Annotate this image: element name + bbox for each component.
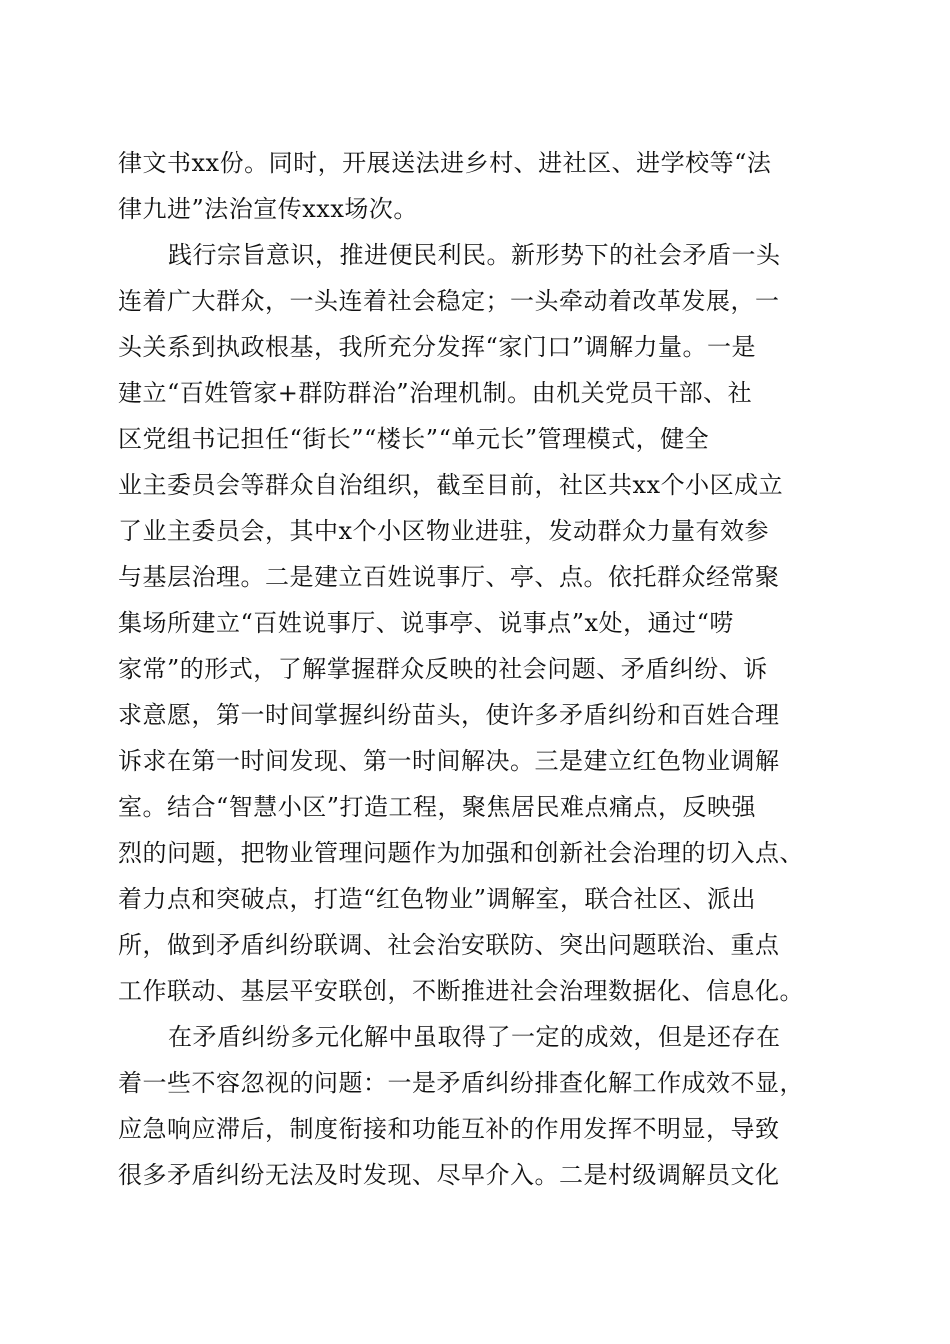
text-line: 连着广大群众，一头连着社会稳定；一头牵动着改革发展，一	[118, 287, 780, 315]
text-line: 头关系到执政根基，我所充分发挥“家门口”调解力量。一是	[118, 333, 757, 361]
text-line: 所，做到矛盾纠纷联调、社会治安联防、突出问题联治、重点	[118, 931, 780, 959]
text-line: 工作联动、基层平安联创，不断推进社会治理数据化、信息化。	[118, 977, 804, 1005]
text-line: 建立“百姓管家+群防群治”治理机制。由机关党员干部、社	[118, 379, 753, 407]
text-line: 求意愿，第一时间掌握纠纷苗头，使许多矛盾纠纷和百姓合理	[118, 701, 780, 729]
text-line: 律九进”法治宣传xxx场次。	[118, 195, 418, 223]
text-line: 业主委员会等群众自治组织，截至目前，社区共xx个小区成立	[118, 471, 784, 499]
text-line: 着一些不容忽视的问题：一是矛盾纠纷排查化解工作成效不显，	[118, 1069, 804, 1097]
paragraph-start-line: 践行宗旨意识，推进便民利民。新形势下的社会矛盾一头	[168, 241, 781, 269]
text-line: 很多矛盾纠纷无法及时发现、尽早介入。二是村级调解员文化	[118, 1161, 780, 1189]
text-line: 集场所建立“百姓说事厅、说事亭、说事点”x处，通过“唠	[118, 609, 734, 637]
text-line: 应急响应滞后，制度衔接和功能互补的作用发挥不明显，导致	[118, 1115, 780, 1143]
text-line: 家常”的形式，了解掌握群众反映的社会问题、矛盾纠纷、诉	[118, 655, 768, 683]
text-line: 室。结合“智慧小区”打造工程，聚焦居民难点痛点，反映强	[118, 793, 757, 821]
body-text	[118, 140, 838, 1198]
text-line: 区党组书记担任“街长”“楼长”“单元长”管理模式，健全	[118, 425, 710, 453]
paragraph-start-line: 在矛盾纠纷多元化解中虽取得了一定的成效，但是还存在	[168, 1023, 781, 1051]
text-line: 与基层治理。二是建立百姓说事厅、亭、点。依托群众经常聚	[118, 563, 780, 591]
text-line: 了业主委员会，其中x个小区物业进驻，发动群众力量有效参	[118, 517, 770, 545]
text-line: 烈的问题，把物业管理问题作为加强和创新社会治理的切入点、	[118, 839, 804, 867]
text-line: 律文书xx份。同时，开展送法进乡村、进社区、进学校等“法	[118, 149, 772, 177]
text-line: 着力点和突破点，打造“红色物业”调解室，联合社区、派出	[118, 885, 757, 913]
text-line: 诉求在第一时间发现、第一时间解决。三是建立红色物业调解	[118, 747, 780, 775]
